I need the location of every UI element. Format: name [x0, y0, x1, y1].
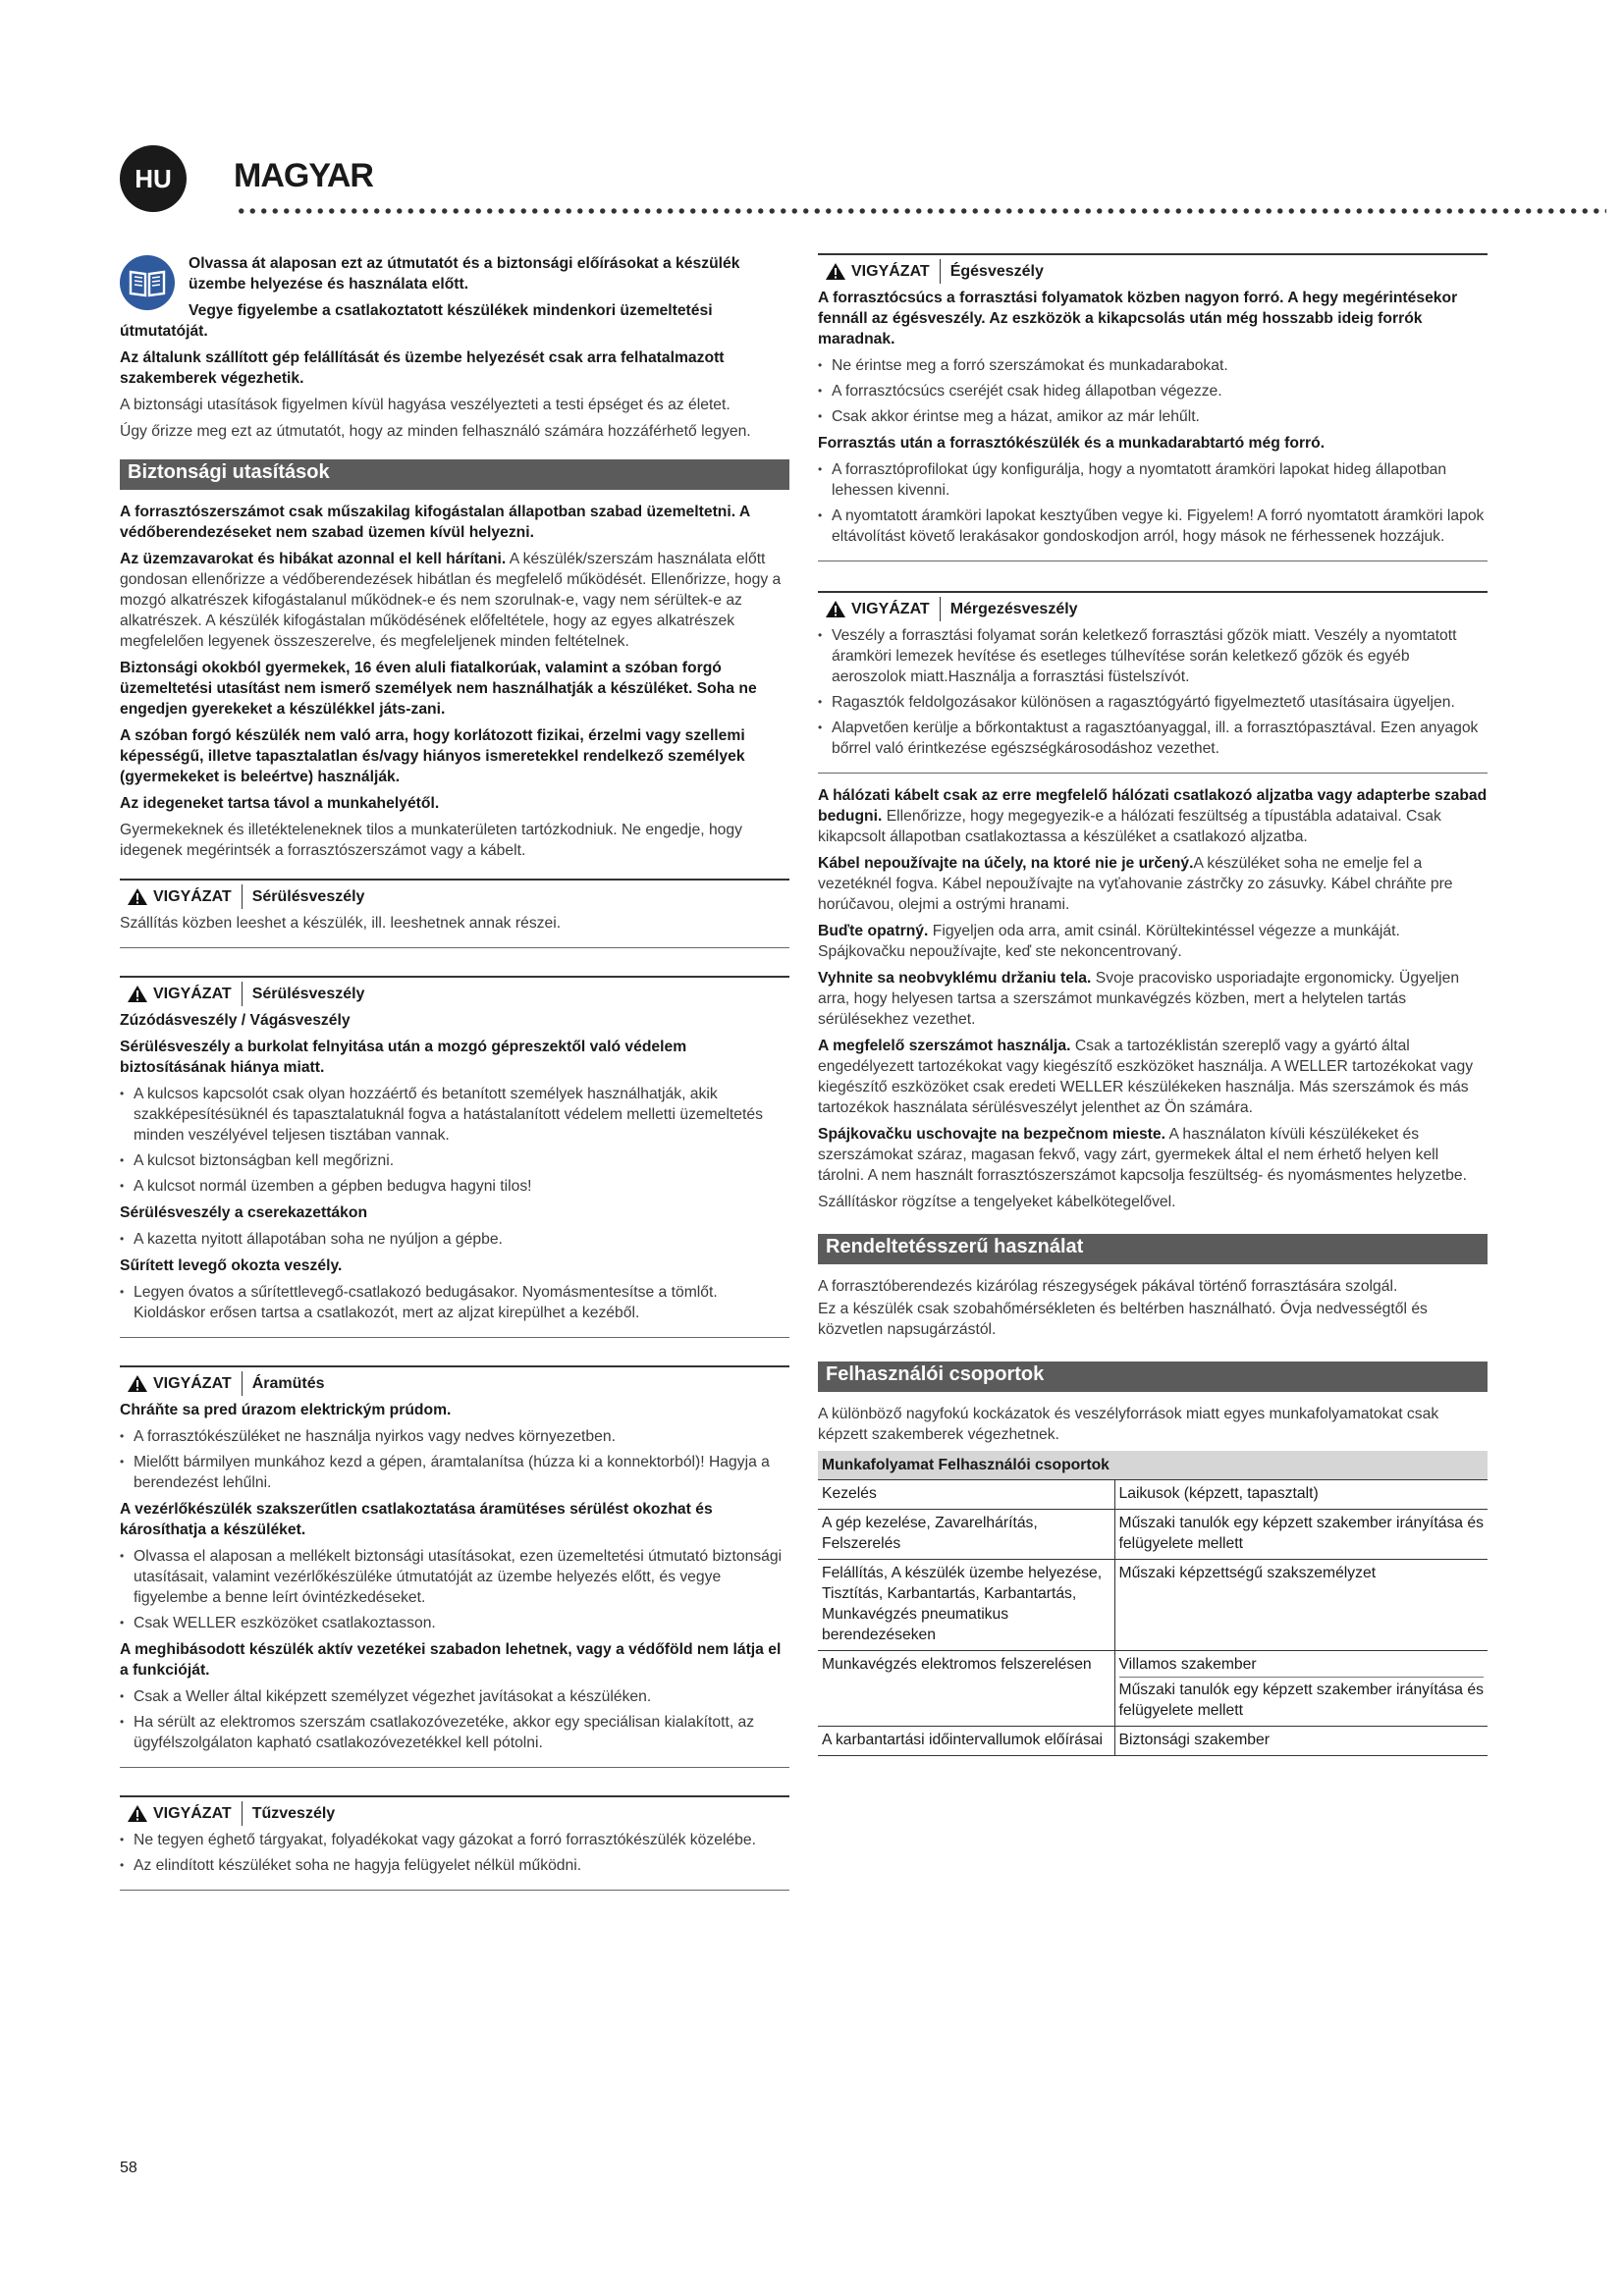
safety-text-2-rest: A készülék/szerszám használata előtt gondosan ellenőrizze a védőberendezések hibátlan és megfelelő működését. Ellenőrizze, hogy a mozgó alkatrészek kifogástalanul működnek-e és nem szorulnak-e, vagy nem sérültek-e az alkatrészek. A készülék kifogástalan működésének előfeltétele, hogy az egyes alkatrészek megfelelően legyenek összeszerelve, és megfeleljenek minden feltételnek.	[120, 551, 782, 650]
user-groups-table	[818, 1451, 1488, 1756]
warning-triangle-icon	[128, 1805, 147, 1822]
warning-triangle-icon	[826, 263, 845, 280]
safety-text-6: Gyermekeknek és illetékteleneknek tilos a munkaterületen tartózkodniuk. Ne engedje, hogy idegenek megérintsék a forrasztószerszámot vagy a kábelt.	[120, 822, 742, 859]
right-text-3-rest: Figyeljen oda arra, amit csinál. Körültekintéssel végezze a munkáját. Spájkovačku nepoužívajte, keď ste nekoncentrovaný.	[818, 923, 1400, 960]
warning-list	[120, 1229, 789, 1250]
right-text-1-rest: Ellenőrizze, hogy megegyezik-e a hálózati feszültség a típustábla adataival. Csak kikapcsolt állapotban csatlakoztassa a készüléket a csatlakozó aljzatba.	[818, 808, 1441, 845]
table-row	[818, 1480, 1488, 1510]
warning-title: Mérgezésveszély	[949, 601, 1078, 617]
safety-text-5: Az idegeneket tartsa távol a munkahelyétől.	[120, 795, 440, 812]
warning-subheading: A meghibásodott készülék aktív vezetékei szabadon lehetnek, vagy a védőföld nem látja el a funkcióját.	[120, 1641, 782, 1679]
list-item: • Ne érintse meg a forró szerszámokat és munkadarabokat.	[818, 355, 1488, 376]
warning-triangle-icon	[128, 888, 147, 905]
warning-header	[818, 597, 1488, 621]
warning-text: Szállítás közben leeshet a készülék, ill. leeshetnek annak részei.	[120, 915, 562, 932]
users-cell: Műszaki tanulók egy képzett szakember irányítása és felügyelete mellett	[1114, 1510, 1488, 1560]
table-header: Munkafolyamat Felhasználói csoportok	[818, 1451, 1488, 1480]
table-row	[818, 1510, 1488, 1560]
table-row	[818, 1560, 1488, 1651]
usage-text-2: Ez a készülék csak szobahőmérsékleten és beltérben használható. Óvja nedvességtől és közvetlen napsugárzástól.	[818, 1301, 1428, 1338]
warning-title: Tűzveszély	[251, 1805, 336, 1822]
groups-text-1: A különböző nagyfokú kockázatok és veszélyforrások miatt egyes munkafolyamatokat csak képzett szakemberek végezhetnek.	[818, 1406, 1439, 1443]
warning-list	[120, 1084, 789, 1197]
list-item: • Legyen óvatos a sűrítettlevegő-csatlakozó bedugásakor. Nyomásmentesítse a tömlőt. Kioldáskor erősen tartsa a csatlakozót, mert az aljzat kirepülhet a kezéből.	[120, 1282, 789, 1323]
intro-text-2: Vegye figyelembe a csatlakoztatott készülékek mindenkori üzemeltetési útmutatóját.	[120, 302, 713, 340]
usage-section-title: Rendeltetésszerű használat	[818, 1234, 1488, 1264]
list-item: • Csak a Weller által kiképzett személyzet végezhet javításokat a készüléken.	[120, 1686, 789, 1707]
right-text-5	[818, 1036, 1488, 1118]
warning-label: VIGYÁZAT	[851, 601, 930, 617]
warning-electric-shock	[120, 1365, 789, 1768]
list-item: • A kulcsot normál üzemben a gépben bedugva hagyni tilos!	[120, 1176, 789, 1197]
warning-subheading: Sűrített levegő okozta veszély.	[120, 1257, 343, 1274]
safety-text-2	[120, 549, 789, 652]
warning-triangle-icon	[128, 986, 147, 1002]
warning-subheading: A forrasztócsúcs a forrasztási folyamatok közben nagyon forró. A hegy megérintésekor fennáll az égésveszély. Az eszközök a kikapcsolás után még hosszabb ideig forrók maradnak.	[818, 290, 1458, 347]
warning-badge	[120, 1371, 243, 1396]
task-cell: Felállítás, A készülék üzembe helyezése, Tisztítás, Karbantartás, Karbantartás, Munkavégzés pneumatikus berendezéseken	[818, 1560, 1114, 1651]
warning-badge	[120, 1801, 243, 1826]
language-badge: HU	[120, 145, 187, 212]
table-header-row	[818, 1451, 1488, 1480]
right-text-3	[818, 921, 1488, 962]
warning-label: VIGYÁZAT	[851, 263, 930, 280]
users-cell: Biztonsági szakember	[1114, 1727, 1488, 1756]
safety-section-title: Biztonsági utasítások	[120, 459, 789, 490]
warning-subheading: Sérülésveszély a burkolat felnyitása után a mozgó gépreszektől való védelem biztosításának hiánya miatt.	[120, 1039, 687, 1076]
warning-triangle-icon	[128, 1375, 147, 1392]
users-cell-line: Villamos szakember	[1118, 1656, 1257, 1673]
task-cell: A karbantartási időintervallumok előírásai	[818, 1727, 1114, 1756]
list-item: • Mielőtt bármilyen munkához kezd a gépen, áramtalanítsa (húzza ki a konnektorból)! Hagyja a berendezést lehűlni.	[120, 1452, 789, 1493]
warning-badge	[818, 597, 941, 621]
warning-list	[120, 1282, 789, 1323]
list-item: • A forrasztókészüléket ne használja nyirkos vagy nedves környezetben.	[120, 1426, 789, 1447]
warning-list	[818, 459, 1488, 547]
warning-subheading: Forrasztás után a forrasztókészülék és a munkadarabtartó még forró.	[818, 435, 1326, 452]
list-item: • A forrasztócsúcs cseréjét csak hideg állapotban végezze.	[818, 381, 1488, 401]
users-cell-line: Műszaki tanulók egy képzett szakember irányítása és felügyelete mellett	[1119, 1677, 1485, 1721]
warning-title: Áramütés	[251, 1375, 325, 1392]
list-item: • Alapvetően kerülje a bőrkontaktust a ragasztóanyaggal, ill. a forrasztópasztával. Ezen anyagok bőrrel való érintkezése egészségkárosodáshoz vezethet.	[818, 718, 1488, 759]
warning-title: Sérülésveszély	[251, 986, 365, 1002]
warning-poison	[818, 591, 1488, 774]
manual-book-icon	[120, 255, 175, 310]
right-text-4	[818, 968, 1488, 1030]
warning-header	[818, 259, 1488, 284]
page-header	[120, 145, 1487, 224]
warning-label: VIGYÁZAT	[153, 986, 232, 1002]
safety-text-3: Biztonsági okokból gyermekek, 16 éven aluli fiatalkorúak, valamint a szóban forgó üzemeltetési utasítást nem ismerő személyek nem használhatják a készüléket. Soha ne engedjen gyerekeket a készülékkel játs-zani.	[120, 660, 757, 718]
right-text-7: Szállításkor rögzítse a tengelyeket kábelkötegelővel.	[818, 1194, 1176, 1210]
groups-section-title: Felhasználói csoportok	[818, 1362, 1488, 1392]
warning-label: VIGYÁZAT	[153, 888, 232, 905]
warning-list	[120, 1426, 789, 1493]
warning-title: Égésveszély	[949, 263, 1044, 280]
warning-list	[120, 1830, 789, 1876]
list-item: • A forrasztóprofilokat úgy konfigurálja, hogy a nyomtatott áramköri lapokat hideg állapotban lehessen kivenni.	[818, 459, 1488, 501]
right-text-2-rest: A készüléket soha ne emelje fel a vezetéknél fogva. Kábel nepoužívajte na vyťahovanie zástrčky zo zásuvky. Kábel chráňte pre horúčavou, olejmi a ostrými hranami.	[818, 855, 1453, 913]
list-item: • Csak akkor érintse meg a házat, amikor az már lehűlt.	[818, 406, 1488, 427]
warning-injury-crush	[120, 976, 789, 1338]
usage-text-1: A forrasztóberendezés kizárólag részegységek pákával történő forrasztására szolgál.	[818, 1278, 1398, 1295]
list-item: • Csak WELLER eszközöket csatlakoztasson.	[120, 1613, 789, 1633]
warning-list	[120, 1546, 789, 1633]
right-text-6-rest: A használaton kívüli készülékeket és szerszámokat száraz, magasan fekvő, vagy zárt, gyermekek által el nem érhető helyen kell tárolni. A nem használt forrasztószerszámot kapcsolja feszültség- és nyomásmentes helyzetbe.	[818, 1126, 1467, 1184]
warning-header	[120, 982, 789, 1006]
warning-subheading: A vezérlőkészülék szakszerűtlen csatlakoztatása áramütéses sérülést okozhat és károsíthatja a készüléket.	[120, 1501, 713, 1538]
warning-badge	[120, 982, 243, 1006]
intro-text-1: Olvassa át alaposan ezt az útmutatót és a biztonsági előírásokat a készülék üzembe helyezése és használata előtt.	[189, 255, 740, 293]
language-title: MAGYAR	[234, 157, 373, 194]
right-text-6	[818, 1124, 1488, 1186]
right-text-6-bold: Spájkovačku uschovajte na bezpečnom mieste.	[818, 1126, 1165, 1143]
right-text-1	[818, 785, 1488, 847]
right-column	[818, 253, 1488, 1756]
right-text-1-bold: A hálózati kábelt csak az erre megfelelő hálózati csatlakozó aljzatba vagy adapterbe szabad bedugni.	[818, 787, 1488, 825]
warning-badge	[120, 884, 243, 909]
right-text-4-bold: Vyhnite sa neobvyklému držaniu tela.	[818, 970, 1092, 987]
warning-list	[818, 355, 1488, 427]
right-text-3-bold: Buďte opatrný.	[818, 923, 929, 939]
list-item: • Ha sérült az elektromos szerszám csatlakozóvezetéke, akkor egy speciálisan kialakított, az ügyfélszolgálaton kapható csatlakozóvezetékkel kell pótolni.	[120, 1712, 789, 1753]
users-cell: Laikusok (képzett, tapasztalt)	[1114, 1480, 1488, 1510]
right-text-2	[818, 853, 1488, 915]
task-cell: Kezelés	[818, 1480, 1114, 1510]
right-text-4-rest: Svoje pracovisko usporiadajte ergonomicky. Ügyeljen arra, hogy helyesen tartsa a szerszámot munkavégzés közben, mert a helytelen tartás sérülésekhez vezethet.	[818, 970, 1460, 1028]
list-item: • Ne tegyen éghető tárgyakat, folyadékokat vagy gázokat a forró forrasztókészülék közelébe.	[120, 1830, 789, 1850]
users-cell	[1114, 1651, 1488, 1727]
safety-text-4: A szóban forgó készülék nem való arra, hogy korlátozott fizikai, érzelmi vagy szellemi képességű, illetve tapasztalatlan és/vagy hiányos ismeretekkel rendelkező személyek (gyermekeket is beleértve) használják.	[120, 727, 745, 785]
page-number: 58	[120, 2160, 137, 2176]
warning-injury-transport	[120, 879, 789, 948]
list-item: • A kulcsot biztonságban kell megőrizni.	[120, 1150, 789, 1171]
warning-fire	[120, 1795, 789, 1891]
safety-text-1: A forrasztószerszámot csak műszakilag kifogástalan állapotban szabad üzemeltetni. A védőberendezéseket nem szabad üzemen kívül helyezni.	[120, 504, 750, 541]
warning-list	[120, 1686, 789, 1753]
list-item: • A nyomtatott áramköri lapokat kesztyűben vegye ki. Figyelem! A forró nyomtatott áramköri lapok eltávolítást követő lerakásakor gondoskodjon arról, hogy mások ne férhessenek hozzájuk.	[818, 506, 1488, 547]
intro-block	[120, 253, 789, 442]
task-cell: Munkavégzés elektromos felszerelésen	[818, 1651, 1114, 1727]
table-row	[818, 1727, 1488, 1756]
list-item: • Olvassa el alaposan a mellékelt biztonsági utasításokat, ezen üzemeltetési útmutató biztonsági utasításait, valamint vezérlőkészüléke útmutatóját az üzembe helyezés előtt, és vegye figyelembe a benne leírt óvintézkedéseket.	[120, 1546, 789, 1608]
right-text-5-bold: A megfelelő szerszámot használja.	[818, 1038, 1071, 1054]
warning-subheading: Sérülésveszély a cserekazettákon	[120, 1204, 368, 1221]
warning-badge	[818, 259, 941, 284]
safety-text-2-bold: Az üzemzavarokat és hibákat azonnal el kell hárítani.	[120, 551, 507, 567]
intro-text-3: Az általunk szállított gép felállítását és üzembe helyezését csak arra felhatalmazott szakemberek végezhetik.	[120, 349, 725, 387]
list-item: • A kulcsos kapcsolót csak olyan hozzáértő és betanított személyek használhatják, akik szakképesítésüknél és tapasztalatuknál fogva a hatástalanított védelem melletti üzemeltetés minden veszélyével teljesen tisztában vannak.	[120, 1084, 789, 1146]
list-item: • A kazetta nyitott állapotában soha ne nyúljon a gépbe.	[120, 1229, 789, 1250]
dotted-divider	[236, 207, 1606, 215]
users-cell: Műszaki képzettségű szakszemélyzet	[1114, 1560, 1488, 1651]
warning-list	[818, 625, 1488, 759]
warning-subheading: Zúzódásveszély / Vágásveszély	[120, 1012, 351, 1029]
warning-title: Sérülésveszély	[251, 888, 365, 905]
list-item: • Veszély a forrasztási folyamat során keletkező forrasztási gőzök miatt. Veszély a nyomtatott áramköri lemezek hevítése és esetleges túlhevítése során keletkező gőzök és egyéb aeroszolok miatt.Használja a forrasztási füstelszívót.	[818, 625, 1488, 687]
left-column	[120, 253, 789, 1891]
warning-header	[120, 884, 789, 909]
warning-label: VIGYÁZAT	[153, 1375, 232, 1392]
warning-header	[120, 1371, 789, 1396]
warning-burn	[818, 253, 1488, 561]
intro-text-5: Úgy őrizze meg ezt az útmutatót, hogy az minden felhasználó számára hozzáférhető legyen.	[120, 423, 751, 440]
intro-text-4: A biztonsági utasítások figyelmen kívül hagyása veszélyezteti a testi épséget és az életet.	[120, 397, 731, 413]
warning-label: VIGYÁZAT	[153, 1805, 232, 1822]
list-item: • Ragasztók feldolgozásakor különösen a ragasztógyártó figyelmeztető utasításaira ügyeljen.	[818, 692, 1488, 713]
right-text-5-rest: Csak a tartozéklistán szereplő vagy a gyártó által engedélyezett tartozékokat vagy kiegészítő eszközöket használja. A WELLER tartozékokat vagy kiegészítő eszközöket csak eredeti WELLER készülékeken használja. Más szerszámok és más tartozékok használata sérülésveszélyt jelenthet az Ön számára.	[818, 1038, 1474, 1116]
warning-header	[120, 1801, 789, 1826]
warning-subheading: Chráňte sa pred úrazom elektrickým prúdom.	[120, 1402, 452, 1418]
list-item: • Az elindított készüléket soha ne hagyja felügyelet nélkül működni.	[120, 1855, 789, 1876]
warning-triangle-icon	[826, 601, 845, 617]
right-text-2-bold: Kábel nepoužívajte na účely, na ktoré nie je určený.	[818, 855, 1194, 872]
task-cell: A gép kezelése, Zavarelhárítás, Felszerelés	[818, 1510, 1114, 1560]
table-row	[818, 1651, 1488, 1727]
